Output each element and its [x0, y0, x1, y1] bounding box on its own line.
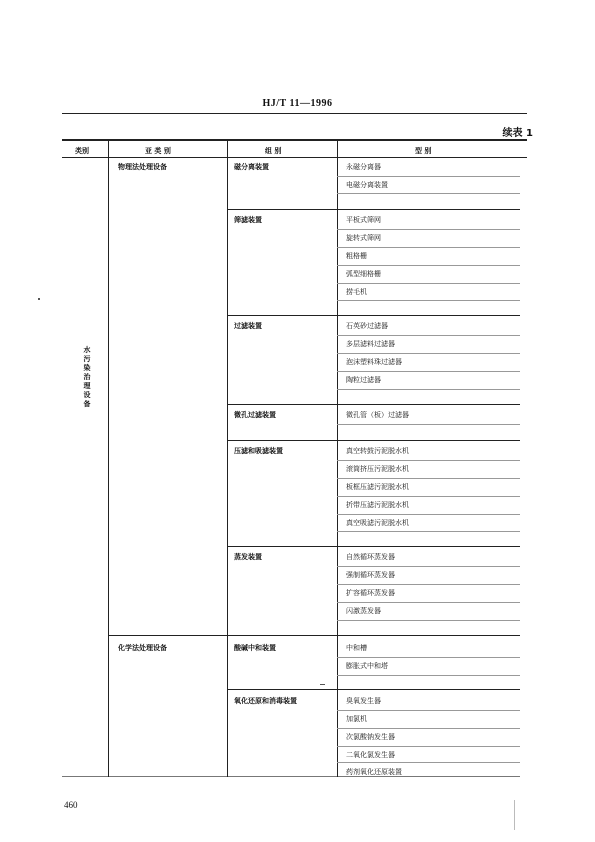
row-rule	[337, 675, 520, 676]
type-cell: 次氯酸钠发生器	[346, 733, 395, 741]
row-rule	[337, 353, 520, 354]
type-cell: 中和槽	[346, 644, 367, 652]
col-rule-2	[227, 141, 228, 777]
row-rule	[337, 602, 520, 603]
group-divider	[227, 404, 520, 405]
group-divider	[227, 546, 520, 547]
group-screening: 筛滤装置	[234, 216, 262, 224]
type-cell: 加氯机	[346, 715, 367, 723]
group-magnetic-separation: 磁分离装置	[234, 163, 269, 171]
type-cell: 强制循环蒸发器	[346, 571, 395, 579]
type-cell: 平板式筛网	[346, 216, 381, 224]
row-rule	[337, 620, 520, 621]
category-label: 水污染治理设备	[83, 346, 91, 408]
type-cell: 泡沫塑料珠过滤器	[346, 358, 402, 366]
type-cell: 旋转式筛网	[346, 234, 381, 242]
type-cell: 电磁分离装置	[346, 181, 388, 189]
subcategory-chemical: 化学法处理设备	[118, 644, 167, 652]
type-cell: 自然循环蒸发器	[346, 553, 395, 561]
row-rule	[337, 657, 520, 658]
type-cell: 陶粒过滤器	[346, 376, 381, 384]
row-rule	[337, 584, 520, 585]
page-number: 460	[64, 800, 78, 810]
header-rule	[62, 113, 527, 114]
row-rule	[337, 710, 520, 711]
type-cell: 石英砂过滤器	[346, 322, 388, 330]
row-rule	[337, 300, 520, 301]
group-press-suction-filtration: 压滤和吸滤装置	[234, 447, 283, 455]
row-rule	[337, 746, 520, 747]
row-rule	[337, 193, 520, 194]
row-rule	[337, 460, 520, 461]
row-rule	[337, 176, 520, 177]
row-rule	[337, 531, 520, 532]
row-rule	[337, 229, 520, 230]
group-divider	[227, 440, 520, 441]
type-cell: 折带压滤污泥脱水机	[346, 501, 409, 509]
col-header-category: 类别	[75, 147, 89, 155]
type-cell: 真空吸滤污泥脱水机	[346, 519, 409, 527]
row-rule	[337, 728, 520, 729]
type-cell: 永磁分离器	[346, 163, 381, 171]
row-rule	[337, 478, 520, 479]
col-header-type: 型 别	[415, 147, 432, 155]
group-evaporation: 蒸发装置	[234, 553, 262, 561]
type-cell: 扩容循环蒸发器	[346, 589, 395, 597]
col-header-subcategory: 亚 类 别	[145, 147, 171, 155]
type-cell: 臭氧发生器	[346, 697, 381, 705]
type-cell: 闪激蒸发器	[346, 607, 381, 615]
type-cell: 微孔管（板）过滤器	[346, 411, 409, 419]
scan-speck	[514, 800, 515, 830]
type-cell: 药剂氧化还原装置	[346, 768, 402, 776]
group-acid-base-neutralization: 酸碱中和装置	[234, 644, 276, 652]
row-rule	[337, 424, 520, 425]
group-divider	[227, 209, 520, 210]
group-filtration: 过滤装置	[234, 322, 262, 330]
subcategory-divider	[108, 635, 520, 636]
type-cell: 真空转鼓污泥脱水机	[346, 447, 409, 455]
row-rule	[337, 514, 520, 515]
group-divider	[227, 689, 520, 690]
row-rule	[337, 247, 520, 248]
table-bottom-rule	[62, 776, 520, 777]
document-code: HJ/T 11—1996	[262, 98, 333, 109]
table-header-rule	[62, 157, 527, 158]
group-microfiltration: 微孔过滤装置	[234, 411, 276, 419]
table-top-rule	[62, 139, 527, 141]
row-rule	[337, 265, 520, 266]
col-header-group: 组 别	[265, 147, 282, 155]
type-cell: 板框压滤污泥脱水机	[346, 483, 409, 491]
scan-speck	[320, 684, 325, 685]
type-cell: 滚筒挤压污泥脱水机	[346, 465, 409, 473]
subcategory-physical: 物理法处理设备	[118, 163, 167, 171]
row-rule	[337, 762, 520, 763]
group-redox-disinfection: 氧化还原和消毒装置	[234, 697, 297, 705]
col-rule-3	[337, 141, 338, 777]
row-rule	[337, 283, 520, 284]
continued-label: 续表 1	[502, 128, 533, 139]
type-cell: 二氧化氯发生器	[346, 751, 395, 759]
type-cell: 多层滤料过滤器	[346, 340, 395, 348]
type-cell: 弧型细格栅	[346, 270, 381, 278]
scan-speck	[38, 298, 40, 300]
type-cell: 捞毛机	[346, 288, 367, 296]
row-rule	[337, 496, 520, 497]
row-rule	[337, 389, 520, 390]
row-rule	[337, 566, 520, 567]
row-rule	[337, 335, 520, 336]
row-rule	[337, 371, 520, 372]
type-cell: 粗格栅	[346, 252, 367, 260]
col-rule-1	[108, 141, 109, 777]
group-divider	[227, 315, 520, 316]
type-cell: 膨胀式中和塔	[346, 662, 388, 670]
